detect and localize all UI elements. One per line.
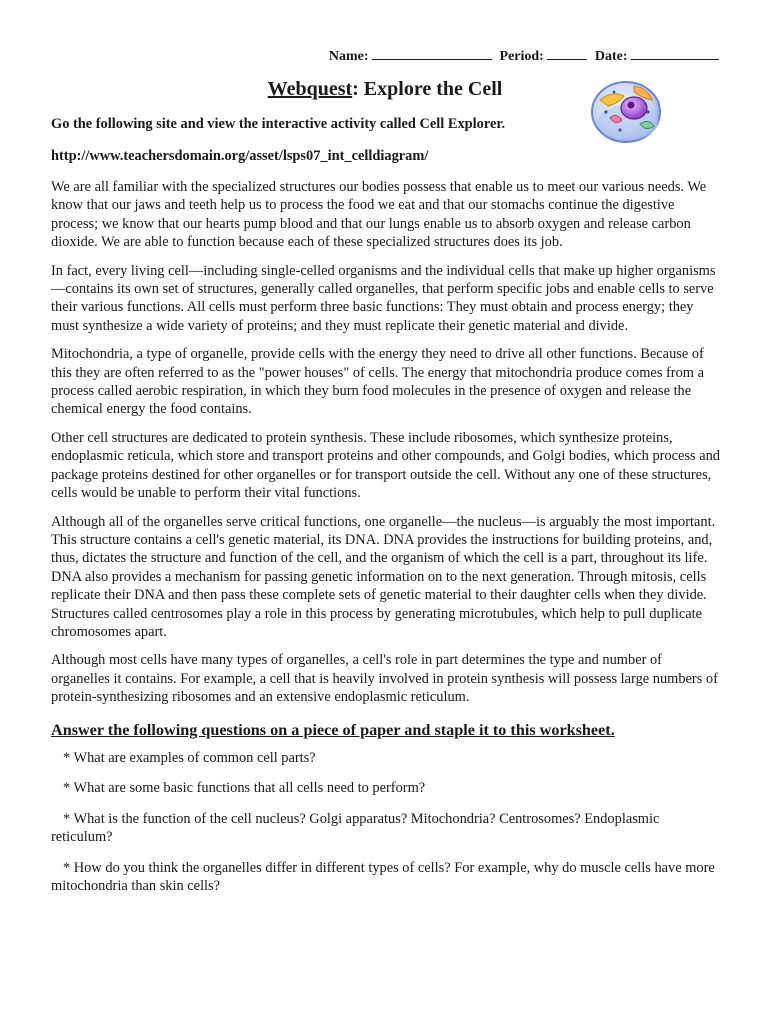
student-info-line [329,46,719,65]
question-text: * What are examples of common cell parts? [63,749,316,766]
question-item [51,810,721,847]
name-blank [372,46,492,60]
question-item [51,749,721,767]
cell-icon [592,82,660,142]
question-item [51,859,721,896]
question-text: * What are some basic functions that all cells need to perform? [63,780,426,797]
title-rest: : Explore the Cell [352,78,503,100]
period-blank [547,46,587,60]
question-text: * How do you think the organelles differ in different types of cells? For example, why do muscle cells have more mitochondria than skin cells? [51,859,715,894]
reading-content [51,178,721,907]
question-item [51,779,721,797]
date-blank [631,46,719,60]
title-main: Webquest [267,78,353,100]
site-instruction: Go the following site and view the interactive activity called Cell Explorer. [51,116,506,132]
cell-diagram-image [588,70,668,148]
name-label: Name: [328,49,369,64]
paragraph: Although all of the organelles serve critical functions, one organelle—the nucleus—is arguably the most important. This structure contains a cell's genetic material, its DNA. DNA provides the instructions for building proteins, and, thus, dictates the structure and function of the cell, and the organism of which the cell is a part, throughout its life. DNA also provides a mechanism for passing genetic information on to the next generation. Through mitosis, cells replicate their DNA and then pass these complete sets of genetic material to their daughter cells when they divide. Structures called centrosomes play a role in this process by generating microtubules, which help to pull duplicate chromosomes apart. [51,513,716,640]
paragraph: We are all familiar with the specialized structures our bodies possess that enable us to meet our various needs. We know that our jaws and teeth help us to process the food we eat and that our stomachs continue the digestive process; we know that our hearts pump blood and that our lungs enable us to absorb oxygen and release carbon dioxide. We are able to function because each of these specialized structures does its job. [51,179,707,251]
paragraph: In fact, every living cell—including single-celled organisms and the individual cells that make up higher organisms—contains its own set of structures, generally called organelles, that perform specific jobs and enable cells to serve their various functions. All cells must perform three basic functions: They must obtain and process energy; they must synthesize a wide variety of proteins; and they must replicate their genetic material and divide. [51,262,716,334]
date-label: Date: [594,49,628,64]
paragraph: Although most cells have many types of organelles, a cell's role in part determines the type and number of organelles it contains. For example, a cell that is heavily involved in protein synthesis will possess large numbers of protein-synthesizing ribosomes and an extensive endoplasmic reticulum. [51,652,718,706]
questions-heading: Answer the following questions on a piece of paper and staple it to this worksheet. [51,720,615,739]
site-url[interactable]: http://www.teachersdomain.org/asset/lsps07_int_celldiagram/ [51,148,429,164]
paragraph: Other cell structures are dedicated to protein synthesis. These include ribosomes, which synthesize proteins, endoplasmic reticula, which store and transport proteins and other compounds, and Golgi bodies, which process and package proteins destined for other organelles or for transport outside the cell. Without any one of these structures, cells would be unable to perform their vital functions. [51,429,721,502]
period-label: Period: [499,49,544,64]
paragraph: Mitochondria, a type of organelle, provide cells with the energy they need to drive all other functions. Because of this they are often referred to as the "power houses" of cells. The energy that mitochondria produce comes from a process called aerobic respiration, in which they burn food molecules in the presence of oxygen and release the chemical energy the food contains. [51,346,704,418]
question-text: * What is the function of the cell nucleus? Golgi apparatus? Mitochondria? Centrosomes? Endoplasmic reticulum? [51,810,660,846]
